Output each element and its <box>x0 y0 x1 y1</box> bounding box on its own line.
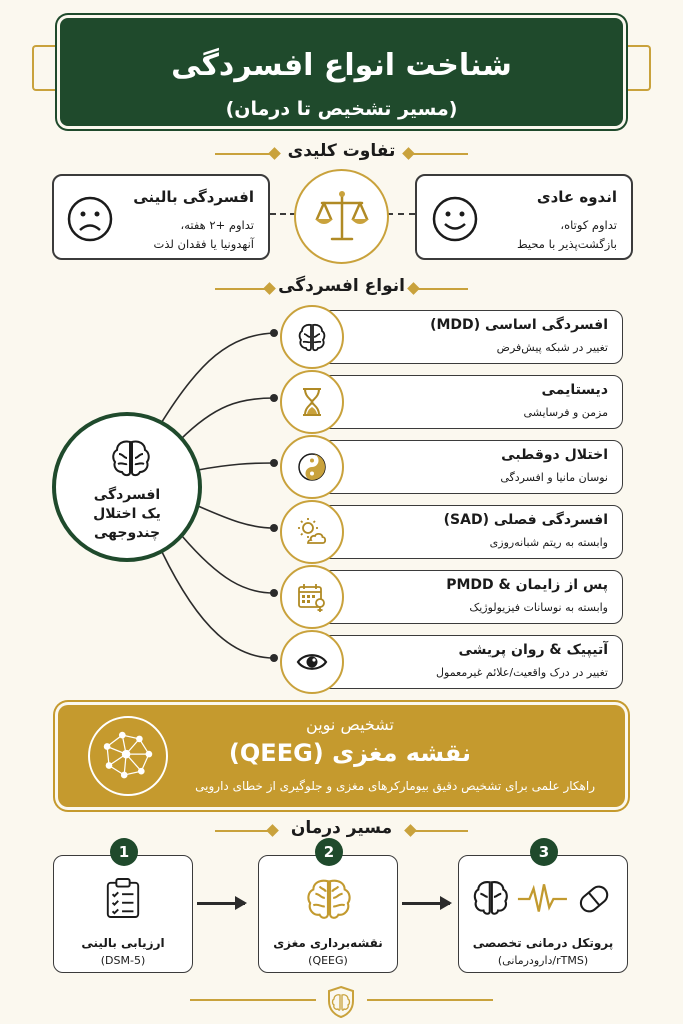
type-description: وابسته به نوسانات فیزیولوژیک <box>469 601 608 614</box>
header-ornament-right <box>619 45 651 91</box>
step-description: (DSM-5) <box>100 954 146 967</box>
divider-line <box>408 153 468 155</box>
normal-description <box>517 216 617 254</box>
type-description: وابسته به ریتم شبانه‌روزی <box>489 536 608 549</box>
dashed-connector <box>270 213 296 215</box>
type-icon-circle <box>280 435 344 499</box>
divider-diamond <box>404 824 417 837</box>
type-description: مزمن و فرسایشی <box>523 406 608 419</box>
clinical-line-2: آنهدونیا یا فقدان لذت <box>153 237 254 251</box>
brain-wave-pill-icon <box>471 878 617 920</box>
type-icon-circle <box>280 500 344 564</box>
normal-line-2: بازگشت‌پذیر با محیط <box>516 237 617 251</box>
footer-divider-line <box>367 999 493 1001</box>
depression-hub <box>52 412 202 562</box>
section-key-difference <box>0 141 683 167</box>
normal-sadness-card <box>415 174 633 260</box>
type-title: افسردگی اساسی (MDD) <box>430 317 608 333</box>
normal-title: اندوه عادی <box>536 188 617 206</box>
type-icon-circle <box>280 305 344 369</box>
hub-line-3: چندوجهی <box>93 525 161 541</box>
divider-diamond <box>266 824 279 837</box>
brain-icon <box>303 876 355 922</box>
treatment-step-3 <box>458 843 628 973</box>
treatment-step-2 <box>258 843 398 973</box>
step-title: نقشه‌برداری مغزی <box>273 936 383 950</box>
brain-icon <box>109 436 153 480</box>
junction-dot <box>270 654 278 662</box>
junction-dot <box>270 589 278 597</box>
shield-brain-icon <box>326 985 356 1019</box>
flow-arrow <box>197 902 245 905</box>
clipboard-checklist-icon <box>104 876 142 920</box>
hourglass-icon <box>296 386 328 418</box>
divider-line <box>215 153 275 155</box>
page-title: شناخت انواع افسردگی <box>171 48 512 83</box>
qeeg-banner <box>58 705 625 807</box>
qeeg-kicker: تشخیص نوین <box>306 715 394 734</box>
footer-divider-line <box>190 999 316 1001</box>
hub-label <box>56 486 198 543</box>
section-types <box>0 276 683 302</box>
eye-icon <box>296 646 328 678</box>
step-number-badge: 2 <box>315 838 343 866</box>
flow-arrow <box>402 902 450 905</box>
scale-icon <box>310 185 374 249</box>
type-description: تغییر در درک واقعیت/علائم غیرمعمول <box>436 666 608 679</box>
section-heading: تفاوت کلیدی <box>278 141 406 161</box>
type-icon-circle <box>280 630 344 694</box>
junction-dot <box>270 394 278 402</box>
step-title: ارزیابی بالینی <box>81 936 165 950</box>
happy-face-icon <box>431 195 479 243</box>
type-title: افسردگی فصلی (SAD) <box>443 512 608 528</box>
neural-network-icon <box>90 718 166 794</box>
type-icon-circle <box>280 370 344 434</box>
junction-dot <box>270 459 278 467</box>
yin-yang-icon <box>296 451 328 483</box>
type-title: آتیپیک & روان پریشی <box>458 642 608 658</box>
type-title: دیستایمی <box>541 382 608 398</box>
clinical-depression-card <box>52 174 270 260</box>
junction-dot <box>270 329 278 337</box>
type-description: نوسان مانیا و افسردگی <box>500 471 608 484</box>
type-icon-circle <box>280 565 344 629</box>
sun-cloud-icon <box>296 516 328 548</box>
step-number-badge: 3 <box>530 838 558 866</box>
hub-line-1: افسردگی <box>93 487 161 503</box>
scale-icon-circle <box>294 169 389 264</box>
step-number-badge: 1 <box>110 838 138 866</box>
type-description: تغییر در شبکه پیش‌فرض <box>496 341 608 354</box>
title-banner <box>60 18 623 126</box>
type-title: پس از زایمان & PMDD <box>446 577 608 593</box>
section-treatment <box>0 818 683 844</box>
clinical-description <box>154 216 255 254</box>
qeeg-description: راهکار علمی برای تشخیص دقیق بیومارکرهای مغزی و جلوگیری از خطای دارویی <box>195 779 595 793</box>
junction-dot <box>270 524 278 532</box>
sad-face-icon <box>66 195 114 243</box>
hub-line-2: یک اختلال <box>93 506 161 522</box>
clinical-line-1: تداوم +۲ هفته، <box>180 218 254 232</box>
neural-network-icon-circle <box>88 716 168 796</box>
section-heading: انواع افسردگی <box>268 276 415 296</box>
qeeg-title: نقشه مغزی (QEEG) <box>228 739 472 767</box>
dashed-connector <box>387 213 415 215</box>
calendar-female-icon <box>296 581 328 613</box>
treatment-step-1 <box>53 843 193 973</box>
type-title: اختلال دوقطبی <box>501 447 608 463</box>
step-title: پروتکل درمانی تخصصی <box>472 936 614 950</box>
clinical-title: افسردگی بالینی <box>133 188 254 206</box>
page-subtitle: (مسیر تشخیص تا درمان) <box>225 98 458 120</box>
brain-icon <box>296 321 328 353</box>
step-description: (QEEG) <box>308 954 348 967</box>
step-description: (rTMS/دارودرمانی) <box>497 954 589 967</box>
normal-line-1: تداوم کوتاه، <box>560 218 617 232</box>
section-heading: مسیر درمان <box>281 818 402 838</box>
